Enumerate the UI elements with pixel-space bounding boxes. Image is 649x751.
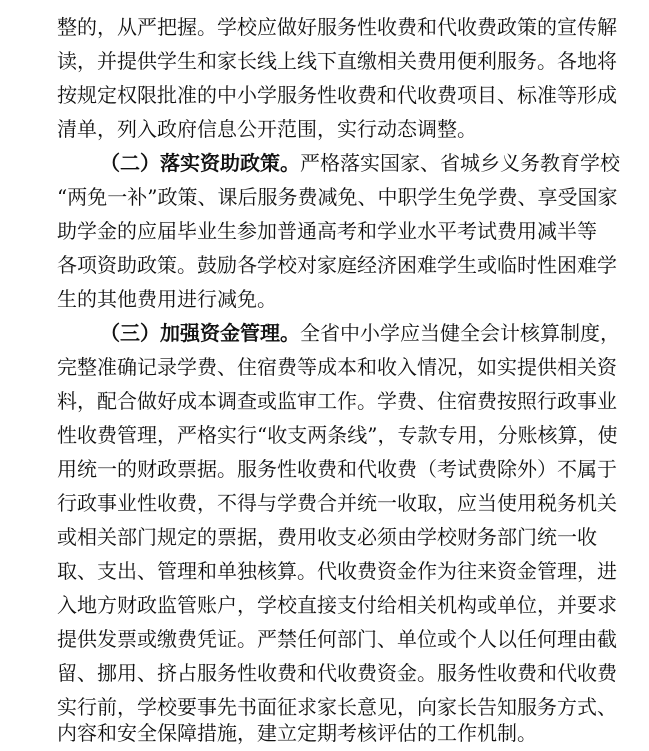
section-heading-line xyxy=(100,148,620,178)
body-text-line: 或相关部门规定的票据，费用收支必须由学校财务部门统一收 xyxy=(57,525,597,549)
body-text-line: 入地方财政监管账户，学校直接支付给相关机构或单位，并要求 xyxy=(57,593,617,617)
body-text-line: 取、支出、管理和单独核算。代收费资金作为往来资金管理，进 xyxy=(57,559,617,583)
section-heading: （三）加强资金管理。 xyxy=(100,321,300,345)
body-text-line: 按规定权限批准的中小学服务性收费和代收费项目、标准等形成 xyxy=(57,83,617,107)
body-text-line: 清单，列入政府信息公开范围，实行动态调整。 xyxy=(57,117,477,141)
body-text-line: 提供发票或缴费凭证。严禁任何部门、单位或个人以任何理由截 xyxy=(57,627,617,651)
body-text-line: 各项资助政策。鼓励各学校对家庭经济困难学生或临时性困难学 xyxy=(57,253,617,277)
body-text-line: 用统一的财政票据。服务性收费和代收费（考试费除外）不属于 xyxy=(57,457,617,481)
body-text-line: 实行前，学校要事先书面征求家长意见，向家长告知服务方式、 xyxy=(57,695,617,719)
body-text: 全省中小学应当健全会计核算制度， xyxy=(300,321,620,345)
body-text-line: 整的，从严把握。学校应做好服务性收费和代收费政策的宣传解 xyxy=(57,15,617,39)
body-text-line: 料，配合做好成本调查或监审工作。学费、住宿费按照行政事业 xyxy=(57,389,617,413)
section-heading-line xyxy=(100,318,620,348)
body-text-line: 助学金的应届毕业生参加普通高考和学业水平考试费用减半等 xyxy=(57,219,597,243)
section-heading: （二）落实资助政策。 xyxy=(100,151,300,175)
body-text-line: 行政事业性收费，不得与学费合并统一收取，应当使用税务机关 xyxy=(57,491,617,515)
body-text-line: 性收费管理，严格实行“收支两条线”，专款专用，分账核算，使 xyxy=(57,423,618,447)
body-text-line: 读，并提供学生和家长线上线下直缴相关费用便利服务。各地将 xyxy=(57,49,617,73)
body-text: 严格落实国家、省城乡义务教育学校 xyxy=(300,151,620,175)
body-text-line: 完整准确记录学费、住宿费等成本和收入情况，如实提供相关资 xyxy=(57,355,617,379)
body-text-line: “两免一补”政策、课后服务费减免、中职学生免学费、享受国家 xyxy=(57,185,618,209)
body-text-line: 生的其他费用进行减免。 xyxy=(57,287,277,311)
body-text-line: 留、挪用、挤占服务性收费和代收费资金。服务性收费和代收费 xyxy=(57,661,617,685)
body-text-line: 内容和安全保障措施，建立定期考核评估的工作机制。 xyxy=(57,721,537,745)
